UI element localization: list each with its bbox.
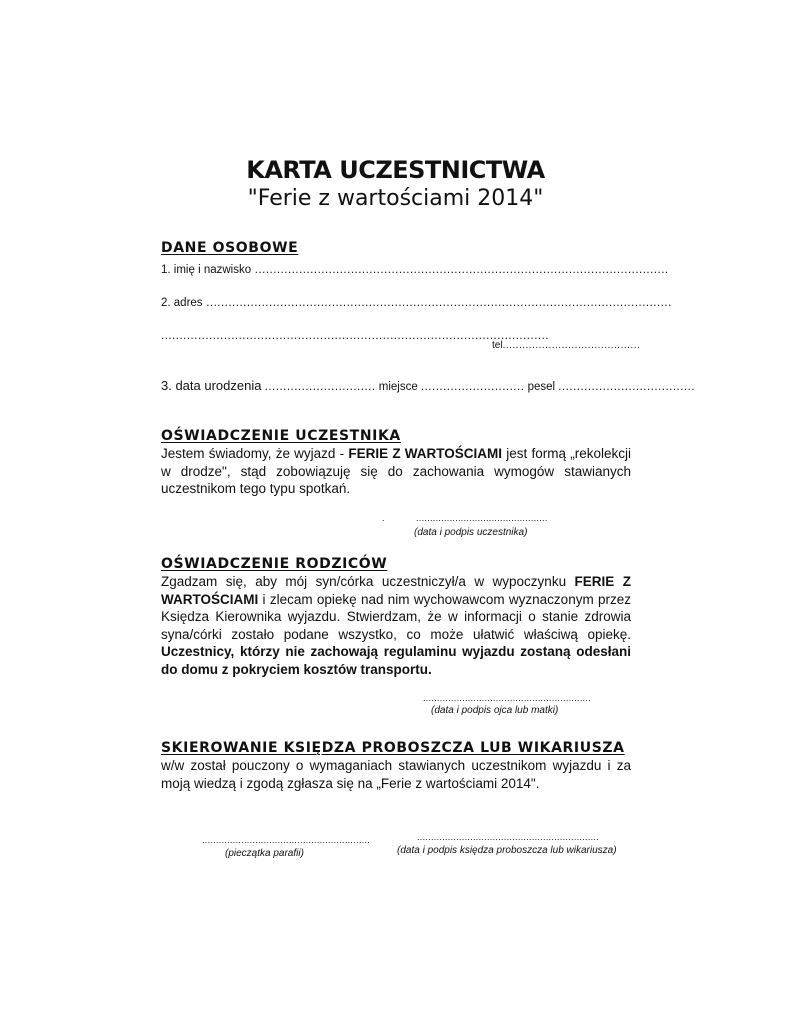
participant-signature-caption: (data i podpis uczestnika) <box>414 527 528 538</box>
priest-signature-line[interactable]: ................................................................. <box>417 832 600 842</box>
parent-statement: Zgadzam się, aby mój syn/córka uczestniczył/a w wypoczynku FERIE Z WARTOŚCIAMI i zlecam opiekę nad nim wychowawcom wyznaczonym przez Księdza Kierownika wyjazdu. Stwierdzam, że w informacji o stanie zdrowia syna/córki zostało podane wszystko, co może ułatwić właściwą opiekę. Uczestnicy, którzy nie zachowają regulaminu wyjazdu zostaną odesłani do domu z pokryciem kosztów transportu. <box>161 574 631 677</box>
pesel-dots: ..................................... <box>558 381 696 393</box>
rules-warning-bold: Uczestnicy, którzy nie zachowają regulaminu wyjazdu zostaną odesłani do domu z pokryciem kosztów transportu. <box>161 644 631 677</box>
name-dots: ................................................................................................................ <box>254 264 669 276</box>
address-dots: .............................................................................................................................. <box>206 297 672 309</box>
event-name-bold: FERIE Z WARTOŚCIAMI <box>348 446 503 461</box>
section-heading-oswiadczenie-rodzicow: OŚWIADCZENIE RODZICÓW <box>161 556 388 572</box>
document-subtitle: "Ferie z wartościami 2014" <box>247 186 544 211</box>
address-label: 2. adres <box>161 297 203 309</box>
tel-label: tel <box>492 340 503 351</box>
participant-statement: Jestem świadomy, że wyjazd - FERIE Z WARTOŚCIAMI jest formą „rekolekcji w drodze", stąd zobowiązuję się do zachowania wymogów stawianych uczestnikom tego typu spotkań. <box>161 446 631 496</box>
participant-signature-dot: . <box>382 513 385 523</box>
document-title: KARTA UCZESTNICTWA <box>246 156 545 184</box>
name-field-row[interactable] <box>161 261 669 276</box>
name-label: 1. imię i nazwisko <box>161 264 252 276</box>
tel-field-row[interactable] <box>492 340 640 351</box>
tel-dots: .......................................... <box>502 340 641 351</box>
birth-label: 3. data urodzenia <box>161 378 262 393</box>
address-field-row[interactable] <box>161 294 672 309</box>
parent-signature-line[interactable]: ............................................................ <box>423 693 592 703</box>
section-heading-oswiadczenie-uczestnika: OŚWIADCZENIE UCZESTNIKA <box>161 428 401 444</box>
parish-stamp-line[interactable]: ............................................................ <box>202 835 371 845</box>
priest-signature-caption: (data i podpis księdza proboszcza lub wikariusza) <box>397 845 617 856</box>
pesel-label: pesel <box>527 381 556 393</box>
place-dots: ............................ <box>420 381 525 393</box>
section-heading-dane-osobowe: DANE OSOBOWE <box>161 240 299 256</box>
priest-referral-text: w/w został pouczony o wymaganiach stawianych uczestnikom wyjazdu i za moją wiedzą i zgodą zgłasza się na „Ferie z wartościami 2014". <box>161 758 631 791</box>
section-heading-skierowanie: SKIEROWANIE KSIĘDZA PROBOSZCZA LUB WIKARIUSZA <box>161 740 625 756</box>
parent-signature-caption: (data i podpis ojca lub matki) <box>431 705 559 716</box>
address-line-2[interactable]: ......................................................................................................... <box>161 330 549 342</box>
participant-signature-line[interactable]: ............................................... <box>416 513 548 523</box>
place-label: miejsce <box>378 381 418 393</box>
birth-dots: .............................. <box>264 381 376 393</box>
parish-stamp-caption: (pieczątka parafii) <box>225 848 304 859</box>
birth-field-row[interactable] <box>161 378 695 393</box>
event-name-bold: FERIE Z WARTOŚCIAMI <box>161 574 631 607</box>
